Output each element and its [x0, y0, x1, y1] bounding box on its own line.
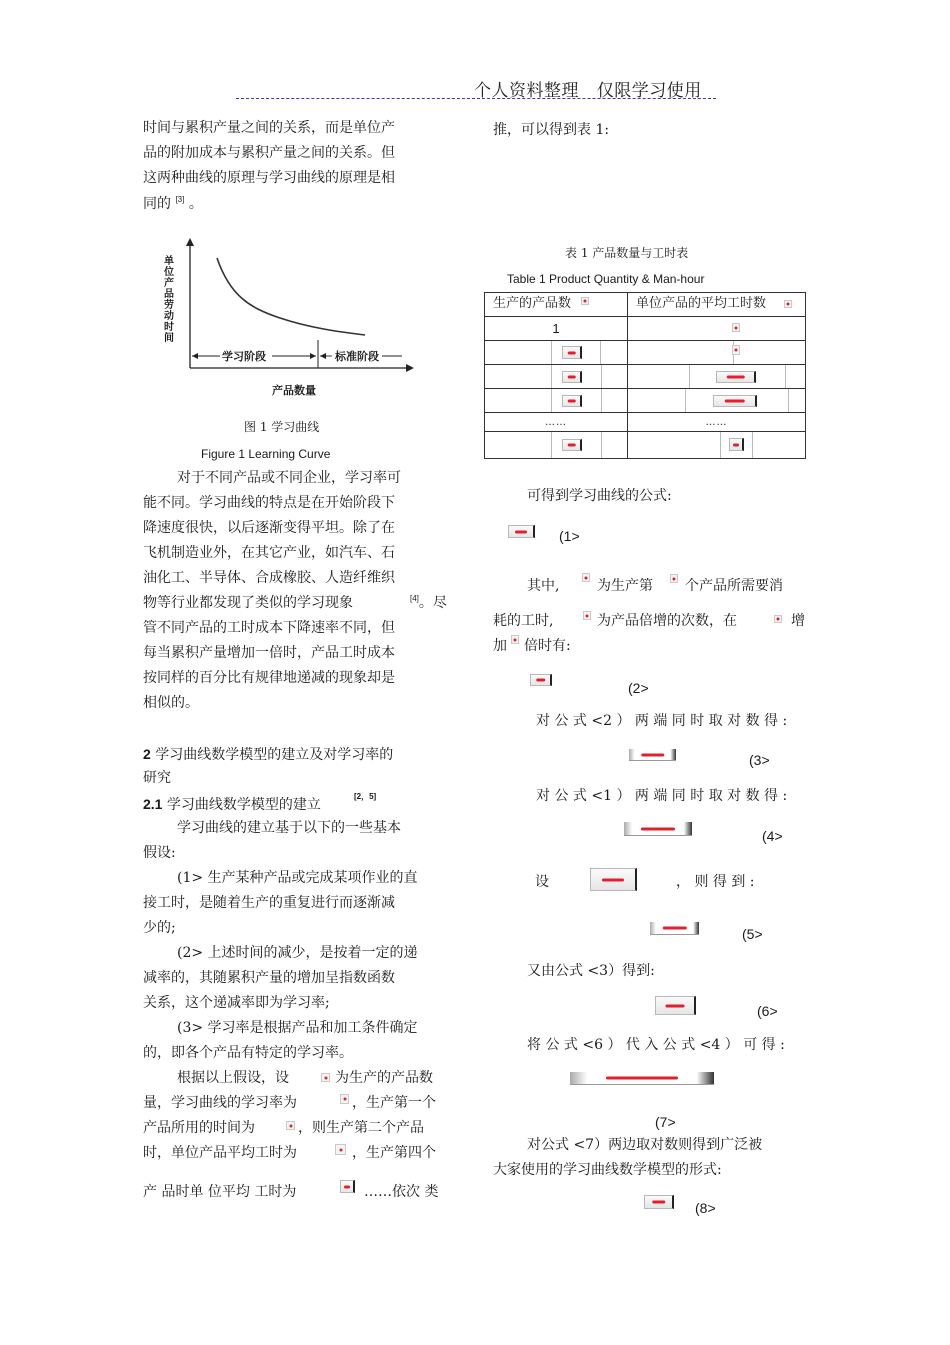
formula-image	[732, 345, 740, 355]
formula-image-rate	[340, 1094, 349, 1104]
substitution-image	[590, 868, 637, 891]
formula-image	[732, 323, 740, 332]
header-cell-quantity: 生产的产品数	[485, 293, 628, 317]
formula-image	[562, 395, 582, 407]
cell-manhour-2	[628, 341, 806, 365]
para2-line-4a: 时，单位产品平均工时为	[143, 1145, 297, 1161]
where-line-1b: 为生产第	[597, 578, 653, 594]
assumption-1-line-2: 接工时，是随着生产的重复进行而逐渐减	[143, 895, 395, 911]
para2-line-2b: ，生产第一个	[352, 1095, 436, 1111]
learning-curve-figure	[160, 236, 420, 400]
cell-manhour-4	[628, 365, 806, 389]
table-caption-en: Table 1 Product Quantity & Man-hour	[507, 272, 705, 286]
stage-learning-label: 学习阶段	[222, 350, 266, 363]
formula-image	[581, 297, 589, 305]
para2-line-1b: 为生产的产品数	[335, 1070, 433, 1086]
let-text: 设	[535, 874, 549, 890]
cell-manhour-8	[628, 389, 806, 413]
let-result-text: ， 则 得 到 :	[676, 874, 755, 890]
table-row-ellipsis	[485, 413, 806, 432]
equation-6-label: (6>	[757, 1003, 778, 1019]
para1-line-8: 每当累积产量增加一倍时，产品工时成本	[143, 645, 395, 661]
where-line-2c: 增	[791, 613, 805, 629]
citation-2-5: [2，5]	[354, 792, 377, 801]
figure-caption-cn: 图 1 学习曲线	[244, 420, 320, 434]
formula-image	[729, 438, 744, 451]
para1-citation: [4]。尽	[410, 594, 447, 611]
cell-quantity-n	[485, 432, 628, 459]
formula-intro: 可得到学习曲线的公式:	[527, 488, 672, 504]
para1-line-2: 能不同。学习曲线的特点是在开始阶段下	[143, 495, 395, 511]
formula-image-m	[583, 611, 591, 620]
para2-line-2a: 量，学习曲线的学习率为	[143, 1095, 297, 1111]
para2-line-1a: 根据以上假设，设	[177, 1070, 289, 1086]
para1-line-3: 降速度很快，以后逐渐变得平坦。除了在	[143, 520, 395, 536]
formula-image-n	[670, 574, 678, 583]
section-2-heading-cont: 研究	[143, 770, 171, 786]
cell-quantity-4	[485, 365, 628, 389]
where-line-1a: 其中,	[527, 578, 560, 594]
table-row	[485, 432, 806, 459]
where-line-3b: 倍时有:	[524, 638, 571, 654]
intro-line-3: 这两种曲线的原理与学习曲线的原理是相	[143, 170, 395, 186]
stage-standard-label: 标准阶段	[335, 350, 379, 363]
figure-caption-en: Figure 1 Learning Curve	[201, 447, 331, 461]
citation-3: [3]	[175, 195, 185, 204]
y-axis-label: 单位产品劳动时间	[164, 256, 174, 344]
from-eq3-text: 又由公式 <3）得到:	[527, 963, 655, 979]
cell-manhour-n	[628, 432, 806, 459]
table-row	[485, 317, 806, 341]
citation-4: [4]	[410, 594, 419, 603]
para1-line-9: 按同样的百分比有规律地递减的现象却是	[143, 670, 395, 686]
table-row	[485, 389, 806, 413]
para1-line-4: 飞机制造业外，在其它产业，如汽车、石	[143, 545, 395, 561]
equation-7-label: (7>	[655, 1114, 676, 1130]
para1-line-7: 管不同产品的工时成本下降速率不同，但	[143, 620, 395, 636]
formula-image	[784, 300, 792, 308]
assumption-1-line-3: 少的;	[143, 920, 176, 936]
section-2-heading: 2 学习曲线数学模型的建立及对学习率的	[143, 746, 394, 763]
cell-quantity-8	[485, 389, 628, 413]
where-line-3a: 加	[493, 638, 507, 654]
equation-7-image	[570, 1072, 714, 1085]
equation-1-label: (1>	[559, 528, 580, 544]
assume-line-1: 学习曲线的建立基于以下的一些基本	[177, 820, 401, 836]
equation-1-image	[508, 525, 535, 538]
section-2-1-heading: 2.1 学习曲线数学模型的建立	[143, 796, 321, 813]
where-line-2b: 为产品倍增的次数，在	[597, 613, 737, 629]
assume-line-2: 假设:	[143, 845, 176, 861]
intro-line-4: 同的 [3] 。	[143, 195, 203, 212]
assumption-2-line-3: 关系，这个递减率即为学习率;	[143, 995, 330, 1011]
cell-quantity-1: 1	[485, 317, 628, 341]
equation-4-image	[624, 822, 692, 836]
intro-line-2: 品的附加成本与累积产量之间的关系。但	[143, 145, 395, 161]
final-text-2: 大家使用的学习曲线数学模型的形式:	[493, 1162, 722, 1178]
assumption-1-line-1: (1> 生产某种产品或完成某项作业的直	[177, 870, 418, 886]
para1-line-1: 对于不同产品或不同企业，学习率可	[177, 470, 401, 486]
para2-line-3a: 产品所用的时间为	[143, 1120, 255, 1136]
product-quantity-table	[484, 292, 806, 459]
continuation-line: 推，可以得到表 1:	[493, 122, 610, 138]
formula-image	[562, 346, 582, 359]
table-row	[485, 365, 806, 389]
formula-image	[713, 395, 757, 407]
assumption-2-line-1: (2> 上述时间的减少，是按着一定的递	[177, 945, 418, 961]
formula-image	[562, 439, 582, 451]
formula-image-k	[511, 635, 519, 644]
para2-line-5b: ……依次 类	[364, 1184, 439, 1200]
cell-quantity-2	[485, 341, 628, 365]
table-row	[485, 341, 806, 365]
log-eq1-text: 对 公 式 <1 ） 两 端 同 时 取 对 数 得 :	[536, 788, 788, 804]
equation-3-image	[629, 749, 676, 761]
substitute-text: 将 公 式 <6 ） 代 入 公 式 <4 ） 可 得 :	[527, 1037, 785, 1053]
log-eq2-text: 对 公 式 <2 ） 两 端 同 时 取 对 数 得 :	[536, 713, 788, 729]
para1-line-6: 物等行业都发现了类似的学习现象	[143, 595, 353, 611]
equation-6-image	[655, 996, 696, 1015]
assumption-2-line-2: 减率的，其随累积产量的增加呈指数函数	[143, 970, 395, 986]
formula-image	[716, 371, 756, 383]
equation-8-image	[644, 1195, 674, 1209]
equation-5-image	[650, 922, 699, 935]
equation-4-label: (4>	[762, 828, 783, 844]
para1-line-5: 油化工、半导体、合成橡胶、人造纤维织	[143, 570, 395, 586]
table-caption-cn: 表 1 产品数量与工时表	[565, 246, 689, 260]
formula-image	[562, 371, 582, 383]
para2-line-4b: ，生产第四个	[352, 1145, 436, 1161]
header-divider	[236, 98, 716, 99]
page-header: 个人资料整理 仅限学习使用	[474, 81, 702, 101]
table-header-row	[485, 293, 806, 317]
equation-2-image	[530, 674, 552, 686]
header-cell-manhour: 单位产品的平均工时数	[628, 293, 806, 317]
formula-image-x2	[774, 615, 782, 623]
formula-image-tn	[582, 573, 590, 582]
cell-manhour-1	[628, 317, 806, 341]
formula-image-x	[321, 1073, 330, 1082]
equation-8-label: (8>	[695, 1200, 716, 1216]
para2-line-3b: ，则生产第二个产品	[298, 1120, 424, 1136]
assumption-3-line-2: 的，即各个产品有特定的学习率。	[143, 1045, 353, 1061]
where-line-1c: 个产品所需要消	[685, 578, 783, 594]
where-line-2a: 耗的工时,	[493, 613, 554, 629]
formula-image-t4	[340, 1180, 355, 1193]
equation-5-label: (5>	[742, 926, 763, 942]
cell-ellipsis-left: ……	[485, 413, 628, 432]
intro-line-1: 时间与累积产量之间的关系，而是单位产	[143, 120, 395, 136]
learning-curve-chart	[160, 236, 420, 400]
final-text-1: 对公式 <7）两边取对数则得到广泛被	[527, 1137, 763, 1153]
x-axis-label: 产品数量	[272, 384, 316, 397]
equation-2-label: (2>	[628, 680, 649, 696]
equation-3-label: (3>	[749, 752, 770, 768]
para1-line-10: 相似的。	[143, 695, 199, 711]
formula-image-t2	[335, 1144, 346, 1155]
cell-ellipsis-right: ……	[628, 413, 806, 432]
para2-line-5a: 产 品时单 位平均 工时为	[143, 1184, 297, 1200]
assumption-3-line-1: (3> 学习率是根据产品和加工条件确定	[177, 1020, 418, 1036]
formula-image-t1	[286, 1121, 295, 1130]
